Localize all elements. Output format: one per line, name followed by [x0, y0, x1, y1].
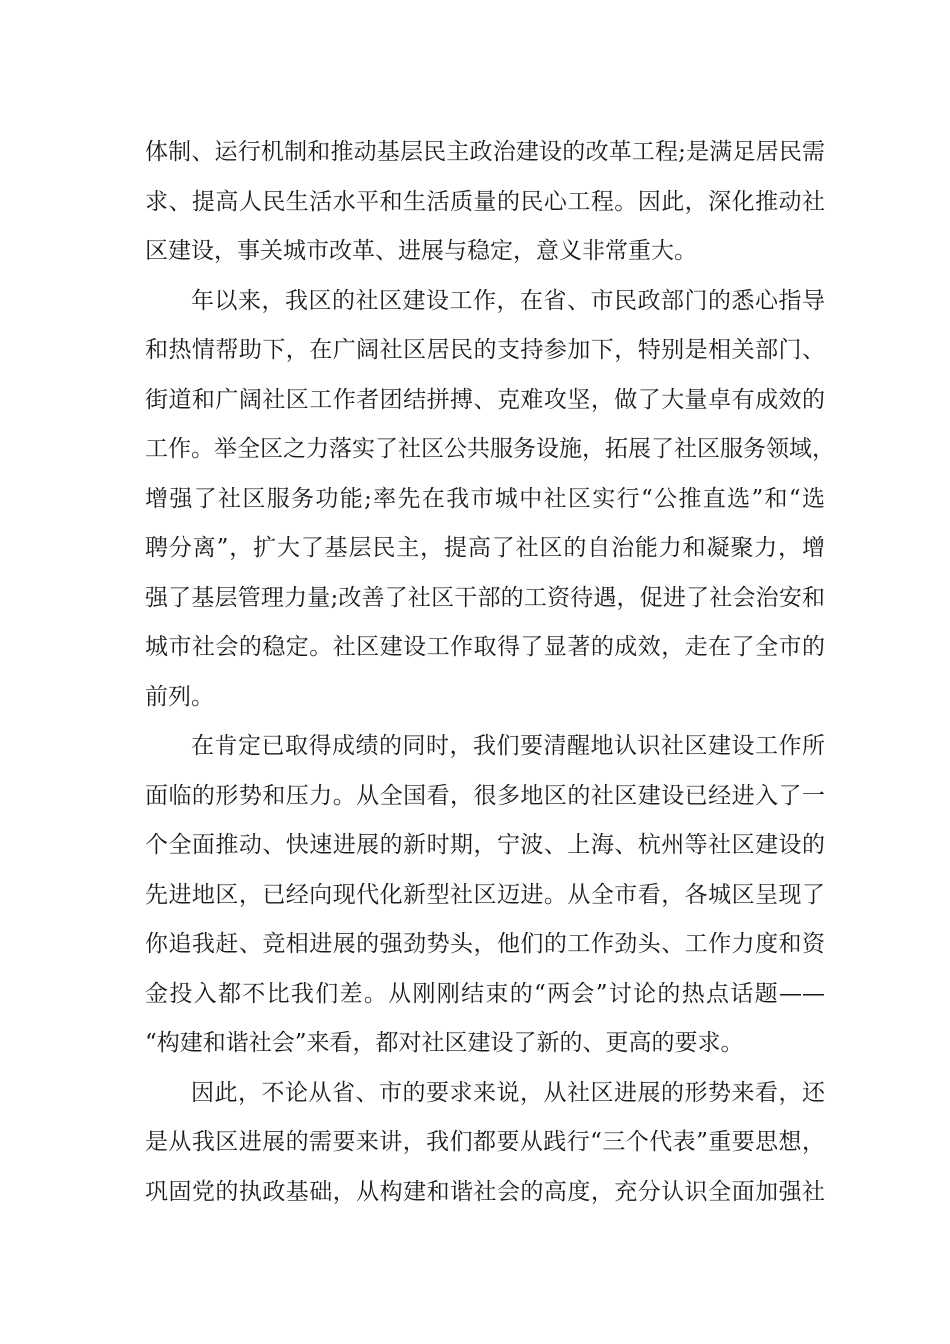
text-line: 因此，不论从省、市的要求来说，从社区进展的形势来看，还 — [191, 1079, 825, 1106]
text-line: 巩固党的执政基础，从构建和谐社会的高度，充分认识全面加强社 — [145, 1178, 825, 1205]
text-line: 强了基层管理力量;改善了社区干部的工资待遇，促进了社会治安和 — [145, 584, 825, 611]
text-line: 求、提高人民生活水平和生活质量的民心工程。因此，深化推动社 — [145, 188, 825, 215]
document-body — [145, 128, 835, 1217]
paragraph — [145, 1069, 825, 1218]
text-line: “构建和谐社会”来看，都对社区建设了新的、更高的要求。 — [145, 1030, 744, 1056]
paragraph — [145, 128, 825, 277]
text-line: 增强了社区服务功能;率先在我市城中社区实行“公推直选”和“选 — [145, 485, 825, 512]
text-line: 你追我赶、竞相进展的强劲势头，他们的工作劲头、工作力度和资 — [145, 931, 825, 957]
text-line: 体制、运行机制和推动基层民主政治建设的改革工程;是满足居民需 — [145, 139, 825, 165]
text-line: 先进地区，已经向现代化新型社区迈进。从全市看，各城区呈现了 — [145, 881, 825, 908]
text-line: 城市社会的稳定。社区建设工作取得了显著的成效，走在了全市的 — [145, 634, 825, 660]
text-line: 区建设，事关城市改革、进展与稳定，意义非常重大。 — [145, 238, 697, 264]
text-line: 个全面推动、快速进展的新时期，宁波、上海、杭州等社区建设的 — [145, 832, 825, 858]
text-line: 街道和广阔社区工作者团结拼搏、克难攻坚，做了大量卓有成效的 — [145, 386, 825, 413]
paragraph — [145, 722, 825, 1069]
text-line: 金投入都不比我们差。从刚刚结束的“两会”讨论的热点话题—— — [145, 980, 825, 1007]
paragraph — [145, 277, 835, 723]
text-line: 和热情帮助下，在广阔社区居民的支持参加下，特别是相关部门、 — [145, 337, 825, 363]
text-line: 面临的形势和压力。从全国看，很多地区的社区建设已经进入了一 — [145, 782, 825, 809]
text-line: 聘分离”，扩大了基层民主，提高了社区的自治能力和凝聚力，增 — [145, 535, 825, 561]
text-line: 年以来，我区的社区建设工作，在省、市民政部门的悉心指导 — [191, 287, 825, 314]
text-line: 前列。 — [145, 683, 214, 710]
text-line: 在肯定已取得成绩的同时，我们要清醒地认识社区建设工作所 — [191, 733, 825, 759]
text-line: 工作。举全区之力落实了社区公共服务设施，拓展了社区服务领域， — [145, 436, 835, 462]
text-line: 是从我区进展的需要来讲，我们都要从践行“三个代表”重要思想， — [145, 1129, 825, 1155]
